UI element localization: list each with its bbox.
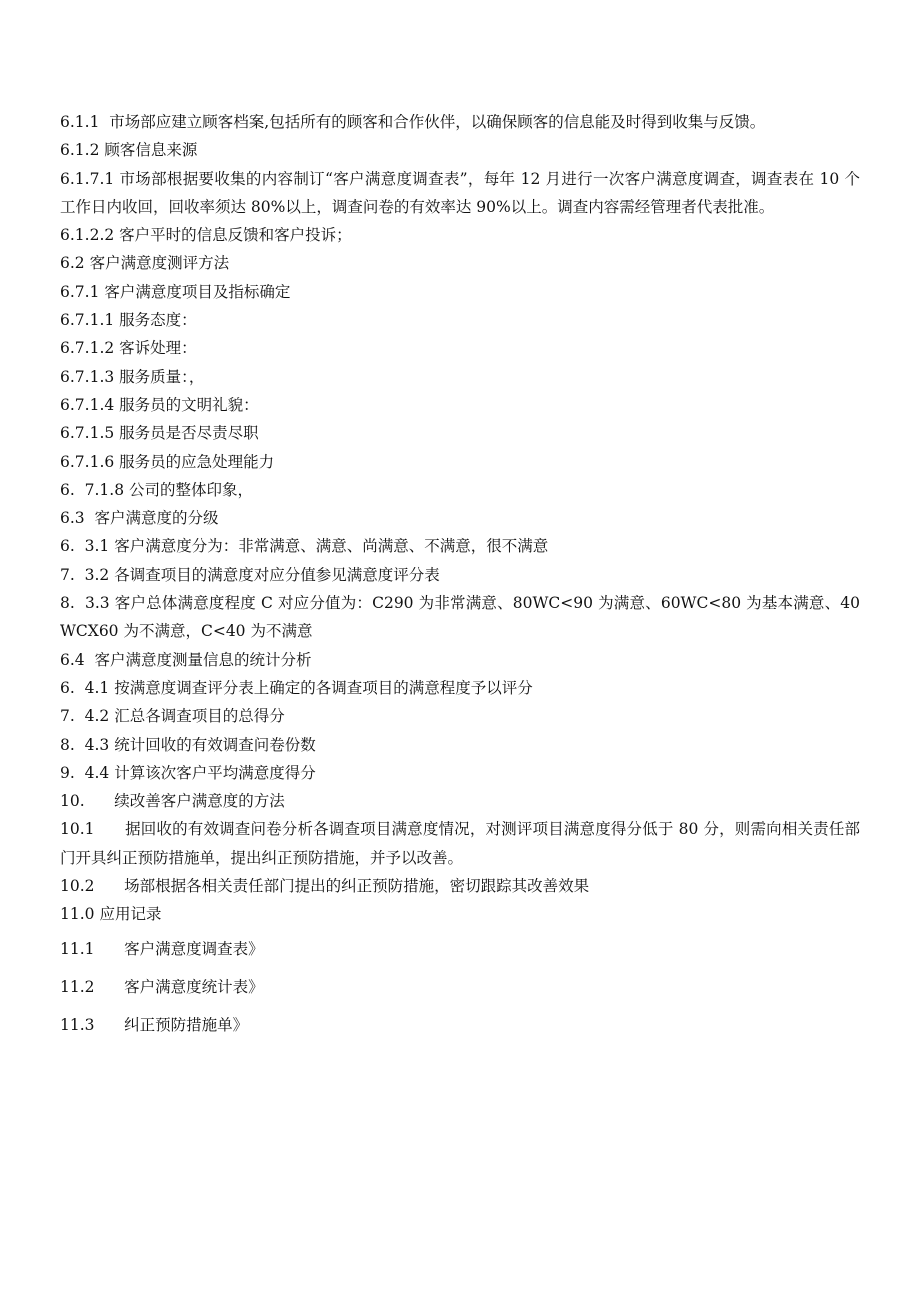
paragraph-6-7-1-5: 6.7.1.5 服务员是否尽责尽职 xyxy=(60,424,259,443)
records-list xyxy=(60,935,860,1049)
paragraph-6-7-1: 6.7.1 客户满意度项目及指标确定 xyxy=(60,282,291,301)
paragraph-8-4-3: 8. 4.3 统计回收的有效调查问卷份数 xyxy=(60,735,316,754)
heading-11-0: 11.0 应用记录 xyxy=(60,905,162,924)
paragraph-6-1-7-1: 6.1.7.1 市场部根据要收集的内容制订“客户满意度调查表”，每年 12 月进行一次客户满意度调查，调查表在 10 个工作日内收回，回收率须达 80%以上，调查问卷的有效率达 90%以上。调查内容需经管理者代表批准。 xyxy=(60,169,860,216)
heading-6-2: 6.2 客户满意度测评方法 xyxy=(60,254,230,273)
paragraph-6-7-1-3: 6.7.1.3 服务质量：， xyxy=(60,367,205,386)
record-item-11-3: 11.3 纠正预防措施单》 xyxy=(60,1015,249,1034)
paragraph-10-1: 10.1 据回收的有效调查问卷分析各调查项目满意度情况，对测评项目满意度得分低于 80 分，则需向相关责任部门开具纠正预防措施单，提出纠正预防措施，并予以改善。 xyxy=(60,820,860,867)
paragraph-6-1-2-2: 6.1.2.2 客户平时的信息反馈和客户投诉； xyxy=(60,226,352,245)
paragraph-6-7-1-8: 6. 7.1.8 公司的整体印象， xyxy=(60,480,254,499)
paragraph-6-7-1-6: 6.7.1.6 服务员的应急处理能力 xyxy=(60,452,275,471)
paragraph-6-4-1: 6. 4.1 按满意度调查评分表上确定的各调查项目的满意程度予以评分 xyxy=(60,678,533,697)
paragraph-9-4-4: 9. 4.4 计算该次客户平均满意度得分 xyxy=(60,763,316,782)
paragraph-6-1-1: 6.1.1 市场部应建立顾客档案,包括所有的顾客和合作伙伴，以确保顾客的信息能及时得到收集与反馈。 xyxy=(60,113,766,131)
heading-6-3: 6.3 客户满意度的分级 xyxy=(60,509,219,528)
paragraph-6-7-1-2: 6.7.1.2 客诉处理： xyxy=(60,339,197,358)
paragraph-8-3-3: 8. 3.3 客户总体满意度程度 C 对应分值为：C290 为非常满意、80WC<90 为满意、60WC<80 为基本满意、40WCX60 为不满意，C<40 为不满意 xyxy=(60,594,860,641)
heading-6-4: 6.4 客户满意度测量信息的统计分析 xyxy=(60,650,312,669)
record-item-11-1: 11.1 客户满意度调查表》 xyxy=(60,939,264,958)
document-body xyxy=(60,108,860,1049)
paragraph-7-4-2: 7. 4.2 汇总各调查项目的总得分 xyxy=(60,707,285,726)
paragraph-7-3-2: 7. 3.2 各调查项目的满意度对应分值参见满意度评分表 xyxy=(60,565,440,584)
paragraph-6-7-1-4: 6.7.1.4 服务员的文明礼貌： xyxy=(60,395,259,414)
heading-10: 10. 续改善客户满意度的方法 xyxy=(60,792,285,811)
paragraph-10-2: 10.2 场部根据各相关责任部门提出的纠正预防措施，密切跟踪其改善效果 xyxy=(60,877,590,896)
record-item-11-2: 11.2 客户满意度统计表》 xyxy=(60,977,264,996)
paragraph-6-7-1-1: 6.7.1.1 服务态度： xyxy=(60,311,197,330)
paragraph-6-1-2: 6.1.2 顾客信息来源 xyxy=(60,141,198,160)
paragraph-6-3-1: 6. 3.1 客户满意度分为：非常满意、满意、尚满意、不满意，很不满意 xyxy=(60,537,549,556)
